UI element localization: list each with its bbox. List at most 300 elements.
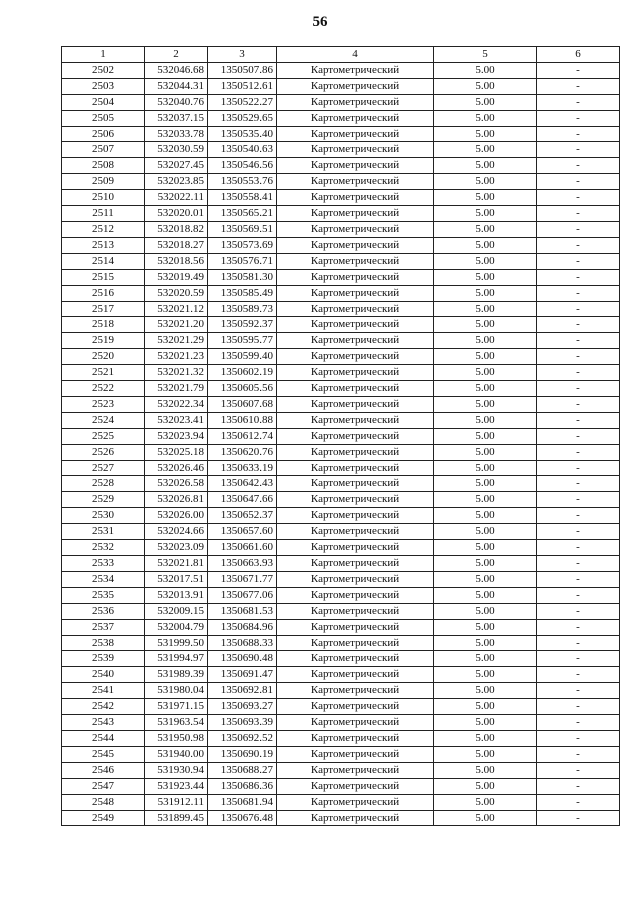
table-row xyxy=(62,794,620,810)
table-row xyxy=(62,317,620,333)
method-cell: Картометрический xyxy=(277,540,434,556)
point-number-cell: 2524 xyxy=(62,412,145,428)
note-cell: - xyxy=(537,428,620,444)
accuracy-cell: 5.00 xyxy=(434,492,537,508)
note-cell: - xyxy=(537,333,620,349)
note-cell: - xyxy=(537,699,620,715)
point-number-cell: 2535 xyxy=(62,587,145,603)
x-coordinate-cell: 531950.98 xyxy=(145,730,208,746)
accuracy-cell: 5.00 xyxy=(434,365,537,381)
point-number-cell: 2542 xyxy=(62,699,145,715)
point-number-cell: 2504 xyxy=(62,94,145,110)
table-row xyxy=(62,62,620,78)
table-row xyxy=(62,94,620,110)
x-coordinate-cell: 531963.54 xyxy=(145,715,208,731)
x-coordinate-cell: 532025.18 xyxy=(145,444,208,460)
note-cell: - xyxy=(537,110,620,126)
table-row xyxy=(62,524,620,540)
note-cell: - xyxy=(537,381,620,397)
method-cell: Картометрический xyxy=(277,794,434,810)
note-cell: - xyxy=(537,508,620,524)
header-col-5: 5 xyxy=(434,47,537,63)
y-coordinate-cell: 1350684.96 xyxy=(208,619,277,635)
accuracy-cell: 5.00 xyxy=(434,428,537,444)
note-cell: - xyxy=(537,810,620,826)
accuracy-cell: 5.00 xyxy=(434,269,537,285)
method-cell: Картометрический xyxy=(277,285,434,301)
x-coordinate-cell: 532023.85 xyxy=(145,174,208,190)
table-row xyxy=(62,730,620,746)
y-coordinate-cell: 1350605.56 xyxy=(208,381,277,397)
note-cell: - xyxy=(537,778,620,794)
method-cell: Картометрический xyxy=(277,396,434,412)
table-row xyxy=(62,349,620,365)
method-cell: Картометрический xyxy=(277,651,434,667)
point-number-cell: 2536 xyxy=(62,603,145,619)
accuracy-cell: 5.00 xyxy=(434,221,537,237)
table-row xyxy=(62,110,620,126)
note-cell: - xyxy=(537,301,620,317)
x-coordinate-cell: 532019.49 xyxy=(145,269,208,285)
y-coordinate-cell: 1350688.33 xyxy=(208,635,277,651)
note-cell: - xyxy=(537,619,620,635)
table-row xyxy=(62,253,620,269)
x-coordinate-cell: 532020.01 xyxy=(145,206,208,222)
x-coordinate-cell: 532046.68 xyxy=(145,62,208,78)
note-cell: - xyxy=(537,158,620,174)
method-cell: Картометрический xyxy=(277,730,434,746)
accuracy-cell: 5.00 xyxy=(434,587,537,603)
x-coordinate-cell: 532021.23 xyxy=(145,349,208,365)
x-coordinate-cell: 532021.81 xyxy=(145,556,208,572)
y-coordinate-cell: 1350677.06 xyxy=(208,587,277,603)
accuracy-cell: 5.00 xyxy=(434,524,537,540)
point-number-cell: 2515 xyxy=(62,269,145,285)
table-row xyxy=(62,301,620,317)
accuracy-cell: 5.00 xyxy=(434,126,537,142)
method-cell: Картометрический xyxy=(277,190,434,206)
y-coordinate-cell: 1350558.41 xyxy=(208,190,277,206)
table-row xyxy=(62,699,620,715)
x-coordinate-cell: 531899.45 xyxy=(145,810,208,826)
method-cell: Картометрический xyxy=(277,126,434,142)
method-cell: Картометрический xyxy=(277,778,434,794)
x-coordinate-cell: 532027.45 xyxy=(145,158,208,174)
note-cell: - xyxy=(537,349,620,365)
point-number-cell: 2505 xyxy=(62,110,145,126)
note-cell: - xyxy=(537,174,620,190)
table-row xyxy=(62,333,620,349)
point-number-cell: 2547 xyxy=(62,778,145,794)
x-coordinate-cell: 532020.59 xyxy=(145,285,208,301)
y-coordinate-cell: 1350692.81 xyxy=(208,683,277,699)
point-number-cell: 2502 xyxy=(62,62,145,78)
y-coordinate-cell: 1350581.30 xyxy=(208,269,277,285)
table-row xyxy=(62,810,620,826)
table-row xyxy=(62,746,620,762)
y-coordinate-cell: 1350657.60 xyxy=(208,524,277,540)
accuracy-cell: 5.00 xyxy=(434,237,537,253)
method-cell: Картометрический xyxy=(277,460,434,476)
note-cell: - xyxy=(537,730,620,746)
y-coordinate-cell: 1350691.47 xyxy=(208,667,277,683)
header-col-1: 1 xyxy=(62,47,145,63)
accuracy-cell: 5.00 xyxy=(434,285,537,301)
header-col-6: 6 xyxy=(537,47,620,63)
y-coordinate-cell: 1350686.36 xyxy=(208,778,277,794)
method-cell: Картометрический xyxy=(277,78,434,94)
method-cell: Картометрический xyxy=(277,587,434,603)
note-cell: - xyxy=(537,635,620,651)
y-coordinate-cell: 1350507.86 xyxy=(208,62,277,78)
accuracy-cell: 5.00 xyxy=(434,317,537,333)
x-coordinate-cell: 532037.15 xyxy=(145,110,208,126)
x-coordinate-cell: 532013.91 xyxy=(145,587,208,603)
x-coordinate-cell: 531994.97 xyxy=(145,651,208,667)
point-number-cell: 2541 xyxy=(62,683,145,699)
method-cell: Картометрический xyxy=(277,94,434,110)
method-cell: Картометрический xyxy=(277,381,434,397)
y-coordinate-cell: 1350671.77 xyxy=(208,571,277,587)
table-row xyxy=(62,540,620,556)
y-coordinate-cell: 1350633.19 xyxy=(208,460,277,476)
y-coordinate-cell: 1350585.49 xyxy=(208,285,277,301)
point-number-cell: 2546 xyxy=(62,762,145,778)
method-cell: Картометрический xyxy=(277,269,434,285)
accuracy-cell: 5.00 xyxy=(434,556,537,572)
accuracy-cell: 5.00 xyxy=(434,762,537,778)
header-col-4: 4 xyxy=(277,47,434,63)
note-cell: - xyxy=(537,603,620,619)
note-cell: - xyxy=(537,237,620,253)
note-cell: - xyxy=(537,556,620,572)
coordinates-table xyxy=(61,46,620,826)
note-cell: - xyxy=(537,206,620,222)
x-coordinate-cell: 532023.09 xyxy=(145,540,208,556)
header-row xyxy=(62,47,620,63)
y-coordinate-cell: 1350592.37 xyxy=(208,317,277,333)
page-number: 56 xyxy=(312,14,328,30)
table-row xyxy=(62,492,620,508)
x-coordinate-cell: 531912.11 xyxy=(145,794,208,810)
table-header xyxy=(62,47,620,63)
accuracy-cell: 5.00 xyxy=(434,190,537,206)
point-number-cell: 2543 xyxy=(62,715,145,731)
accuracy-cell: 5.00 xyxy=(434,571,537,587)
point-number-cell: 2531 xyxy=(62,524,145,540)
accuracy-cell: 5.00 xyxy=(434,746,537,762)
note-cell: - xyxy=(537,285,620,301)
y-coordinate-cell: 1350661.60 xyxy=(208,540,277,556)
note-cell: - xyxy=(537,253,620,269)
method-cell: Картометрический xyxy=(277,206,434,222)
note-cell: - xyxy=(537,142,620,158)
point-number-cell: 2526 xyxy=(62,444,145,460)
point-number-cell: 2532 xyxy=(62,540,145,556)
point-number-cell: 2506 xyxy=(62,126,145,142)
y-coordinate-cell: 1350652.37 xyxy=(208,508,277,524)
y-coordinate-cell: 1350540.63 xyxy=(208,142,277,158)
method-cell: Картометрический xyxy=(277,174,434,190)
y-coordinate-cell: 1350690.19 xyxy=(208,746,277,762)
method-cell: Картометрический xyxy=(277,571,434,587)
accuracy-cell: 5.00 xyxy=(434,110,537,126)
point-number-cell: 2534 xyxy=(62,571,145,587)
y-coordinate-cell: 1350681.94 xyxy=(208,794,277,810)
y-coordinate-cell: 1350692.52 xyxy=(208,730,277,746)
accuracy-cell: 5.00 xyxy=(434,142,537,158)
y-coordinate-cell: 1350610.88 xyxy=(208,412,277,428)
x-coordinate-cell: 532021.12 xyxy=(145,301,208,317)
table-row xyxy=(62,174,620,190)
point-number-cell: 2512 xyxy=(62,221,145,237)
point-number-cell: 2528 xyxy=(62,476,145,492)
accuracy-cell: 5.00 xyxy=(434,174,537,190)
point-number-cell: 2529 xyxy=(62,492,145,508)
x-coordinate-cell: 532030.59 xyxy=(145,142,208,158)
method-cell: Картометрический xyxy=(277,317,434,333)
table-row xyxy=(62,619,620,635)
method-cell: Картометрический xyxy=(277,762,434,778)
method-cell: Картометрический xyxy=(277,110,434,126)
x-coordinate-cell: 531930.94 xyxy=(145,762,208,778)
accuracy-cell: 5.00 xyxy=(434,810,537,826)
table-body xyxy=(62,62,620,826)
point-number-cell: 2513 xyxy=(62,237,145,253)
method-cell: Картометрический xyxy=(277,253,434,269)
note-cell: - xyxy=(537,78,620,94)
table-row xyxy=(62,412,620,428)
accuracy-cell: 5.00 xyxy=(434,667,537,683)
accuracy-cell: 5.00 xyxy=(434,206,537,222)
method-cell: Картометрический xyxy=(277,619,434,635)
method-cell: Картометрический xyxy=(277,699,434,715)
note-cell: - xyxy=(537,269,620,285)
y-coordinate-cell: 1350522.27 xyxy=(208,94,277,110)
y-coordinate-cell: 1350512.61 xyxy=(208,78,277,94)
note-cell: - xyxy=(537,492,620,508)
note-cell: - xyxy=(537,794,620,810)
point-number-cell: 2509 xyxy=(62,174,145,190)
point-number-cell: 2545 xyxy=(62,746,145,762)
method-cell: Картометрический xyxy=(277,221,434,237)
note-cell: - xyxy=(537,94,620,110)
table-row xyxy=(62,508,620,524)
method-cell: Картометрический xyxy=(277,635,434,651)
y-coordinate-cell: 1350663.93 xyxy=(208,556,277,572)
method-cell: Картометрический xyxy=(277,746,434,762)
method-cell: Картометрический xyxy=(277,715,434,731)
header-col-3: 3 xyxy=(208,47,277,63)
point-number-cell: 2530 xyxy=(62,508,145,524)
note-cell: - xyxy=(537,667,620,683)
y-coordinate-cell: 1350599.40 xyxy=(208,349,277,365)
table-row xyxy=(62,603,620,619)
point-number-cell: 2516 xyxy=(62,285,145,301)
y-coordinate-cell: 1350576.71 xyxy=(208,253,277,269)
accuracy-cell: 5.00 xyxy=(434,349,537,365)
accuracy-cell: 5.00 xyxy=(434,412,537,428)
note-cell: - xyxy=(537,317,620,333)
table-row xyxy=(62,444,620,460)
accuracy-cell: 5.00 xyxy=(434,619,537,635)
y-coordinate-cell: 1350569.51 xyxy=(208,221,277,237)
table-row xyxy=(62,428,620,444)
header-col-2: 2 xyxy=(145,47,208,63)
accuracy-cell: 5.00 xyxy=(434,778,537,794)
accuracy-cell: 5.00 xyxy=(434,603,537,619)
x-coordinate-cell: 532009.15 xyxy=(145,603,208,619)
note-cell: - xyxy=(537,762,620,778)
accuracy-cell: 5.00 xyxy=(434,715,537,731)
x-coordinate-cell: 531940.00 xyxy=(145,746,208,762)
point-number-cell: 2520 xyxy=(62,349,145,365)
x-coordinate-cell: 532026.46 xyxy=(145,460,208,476)
y-coordinate-cell: 1350642.43 xyxy=(208,476,277,492)
method-cell: Картометрический xyxy=(277,237,434,253)
x-coordinate-cell: 532024.66 xyxy=(145,524,208,540)
note-cell: - xyxy=(537,460,620,476)
point-number-cell: 2539 xyxy=(62,651,145,667)
x-coordinate-cell: 531923.44 xyxy=(145,778,208,794)
table-row xyxy=(62,556,620,572)
x-coordinate-cell: 532021.32 xyxy=(145,365,208,381)
method-cell: Картометрический xyxy=(277,412,434,428)
table-row xyxy=(62,715,620,731)
note-cell: - xyxy=(537,746,620,762)
table-row xyxy=(62,190,620,206)
method-cell: Картометрический xyxy=(277,142,434,158)
x-coordinate-cell: 532023.94 xyxy=(145,428,208,444)
note-cell: - xyxy=(537,190,620,206)
method-cell: Картометрический xyxy=(277,492,434,508)
point-number-cell: 2522 xyxy=(62,381,145,397)
y-coordinate-cell: 1350546.56 xyxy=(208,158,277,174)
table-row xyxy=(62,683,620,699)
accuracy-cell: 5.00 xyxy=(434,301,537,317)
note-cell: - xyxy=(537,524,620,540)
x-coordinate-cell: 532033.78 xyxy=(145,126,208,142)
y-coordinate-cell: 1350676.48 xyxy=(208,810,277,826)
point-number-cell: 2540 xyxy=(62,667,145,683)
note-cell: - xyxy=(537,412,620,428)
point-number-cell: 2544 xyxy=(62,730,145,746)
point-number-cell: 2510 xyxy=(62,190,145,206)
method-cell: Картометрический xyxy=(277,62,434,78)
table-row xyxy=(62,778,620,794)
method-cell: Картометрический xyxy=(277,428,434,444)
method-cell: Картометрический xyxy=(277,683,434,699)
y-coordinate-cell: 1350595.77 xyxy=(208,333,277,349)
table-row xyxy=(62,142,620,158)
x-coordinate-cell: 531971.15 xyxy=(145,699,208,715)
note-cell: - xyxy=(537,126,620,142)
x-coordinate-cell: 531980.04 xyxy=(145,683,208,699)
x-coordinate-cell: 532017.51 xyxy=(145,571,208,587)
x-coordinate-cell: 531989.39 xyxy=(145,667,208,683)
method-cell: Картометрический xyxy=(277,476,434,492)
accuracy-cell: 5.00 xyxy=(434,794,537,810)
accuracy-cell: 5.00 xyxy=(434,699,537,715)
accuracy-cell: 5.00 xyxy=(434,333,537,349)
accuracy-cell: 5.00 xyxy=(434,730,537,746)
table-row xyxy=(62,285,620,301)
note-cell: - xyxy=(537,571,620,587)
accuracy-cell: 5.00 xyxy=(434,94,537,110)
accuracy-cell: 5.00 xyxy=(434,62,537,78)
table-row xyxy=(62,460,620,476)
note-cell: - xyxy=(537,62,620,78)
x-coordinate-cell: 532018.27 xyxy=(145,237,208,253)
x-coordinate-cell: 532040.76 xyxy=(145,94,208,110)
point-number-cell: 2527 xyxy=(62,460,145,476)
point-number-cell: 2517 xyxy=(62,301,145,317)
point-number-cell: 2519 xyxy=(62,333,145,349)
table-row xyxy=(62,571,620,587)
x-coordinate-cell: 532018.56 xyxy=(145,253,208,269)
y-coordinate-cell: 1350693.39 xyxy=(208,715,277,731)
y-coordinate-cell: 1350620.76 xyxy=(208,444,277,460)
x-coordinate-cell: 532026.58 xyxy=(145,476,208,492)
y-coordinate-cell: 1350589.73 xyxy=(208,301,277,317)
note-cell: - xyxy=(537,476,620,492)
x-coordinate-cell: 532023.41 xyxy=(145,412,208,428)
y-coordinate-cell: 1350565.21 xyxy=(208,206,277,222)
method-cell: Картометрический xyxy=(277,158,434,174)
y-coordinate-cell: 1350688.27 xyxy=(208,762,277,778)
table-row xyxy=(62,476,620,492)
y-coordinate-cell: 1350690.48 xyxy=(208,651,277,667)
note-cell: - xyxy=(537,683,620,699)
table-row xyxy=(62,158,620,174)
point-number-cell: 2503 xyxy=(62,78,145,94)
note-cell: - xyxy=(537,221,620,237)
y-coordinate-cell: 1350573.69 xyxy=(208,237,277,253)
method-cell: Картометрический xyxy=(277,349,434,365)
note-cell: - xyxy=(537,365,620,381)
accuracy-cell: 5.00 xyxy=(434,396,537,412)
accuracy-cell: 5.00 xyxy=(434,78,537,94)
point-number-cell: 2538 xyxy=(62,635,145,651)
y-coordinate-cell: 1350529.65 xyxy=(208,110,277,126)
note-cell: - xyxy=(537,396,620,412)
point-number-cell: 2518 xyxy=(62,317,145,333)
method-cell: Картометрический xyxy=(277,333,434,349)
accuracy-cell: 5.00 xyxy=(434,158,537,174)
note-cell: - xyxy=(537,715,620,731)
table-row xyxy=(62,237,620,253)
x-coordinate-cell: 532026.81 xyxy=(145,492,208,508)
x-coordinate-cell: 532044.31 xyxy=(145,78,208,94)
method-cell: Картометрический xyxy=(277,508,434,524)
note-cell: - xyxy=(537,540,620,556)
method-cell: Картометрический xyxy=(277,365,434,381)
accuracy-cell: 5.00 xyxy=(434,476,537,492)
method-cell: Картометрический xyxy=(277,556,434,572)
point-number-cell: 2548 xyxy=(62,794,145,810)
x-coordinate-cell: 532021.29 xyxy=(145,333,208,349)
point-number-cell: 2508 xyxy=(62,158,145,174)
note-cell: - xyxy=(537,444,620,460)
table-row xyxy=(62,381,620,397)
table-row xyxy=(62,587,620,603)
accuracy-cell: 5.00 xyxy=(434,460,537,476)
x-coordinate-cell: 532021.79 xyxy=(145,381,208,397)
y-coordinate-cell: 1350693.27 xyxy=(208,699,277,715)
table-row xyxy=(62,78,620,94)
method-cell: Картометрический xyxy=(277,301,434,317)
accuracy-cell: 5.00 xyxy=(434,253,537,269)
